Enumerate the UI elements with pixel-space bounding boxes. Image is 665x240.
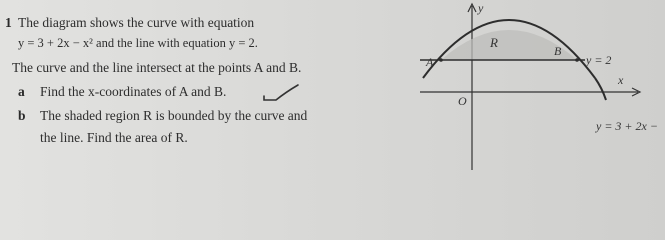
- question-intro-line-3: The curve and the line intersect at the points A and B.: [12, 60, 302, 75]
- part-a-label: a: [18, 84, 25, 99]
- question-intro-line-1: The diagram shows the curve with equation: [18, 15, 255, 30]
- part-a-text: Find the x-coordinates of A and B.: [40, 84, 227, 99]
- y-axis-label: y: [478, 1, 484, 15]
- question-number: 1: [5, 15, 12, 30]
- point-b-marker: [575, 58, 579, 62]
- curve-and-line-diagram: [400, 0, 665, 175]
- parabola-curve-tail: [595, 78, 606, 100]
- curve-label: y = 3 + 2x −: [596, 119, 658, 133]
- point-b-label: B: [554, 44, 562, 58]
- region-label: R: [490, 35, 498, 50]
- part-b-text-line-2: the line. Find the area of R.: [40, 130, 188, 145]
- point-a-marker: [439, 58, 443, 62]
- origin-label: O: [458, 94, 467, 108]
- line-label: y = 2: [586, 53, 612, 67]
- part-b-text-line-1: The shaded region R is bounded by the curve and: [40, 108, 308, 123]
- part-b-label: b: [18, 108, 26, 123]
- x-axis-label: x: [618, 73, 624, 87]
- handwritten-tick-mark: [262, 82, 302, 104]
- question-intro-line-2: y = 3 + 2x − x² and the line with equation y = 2.: [18, 36, 258, 50]
- point-a-label: A: [426, 55, 434, 69]
